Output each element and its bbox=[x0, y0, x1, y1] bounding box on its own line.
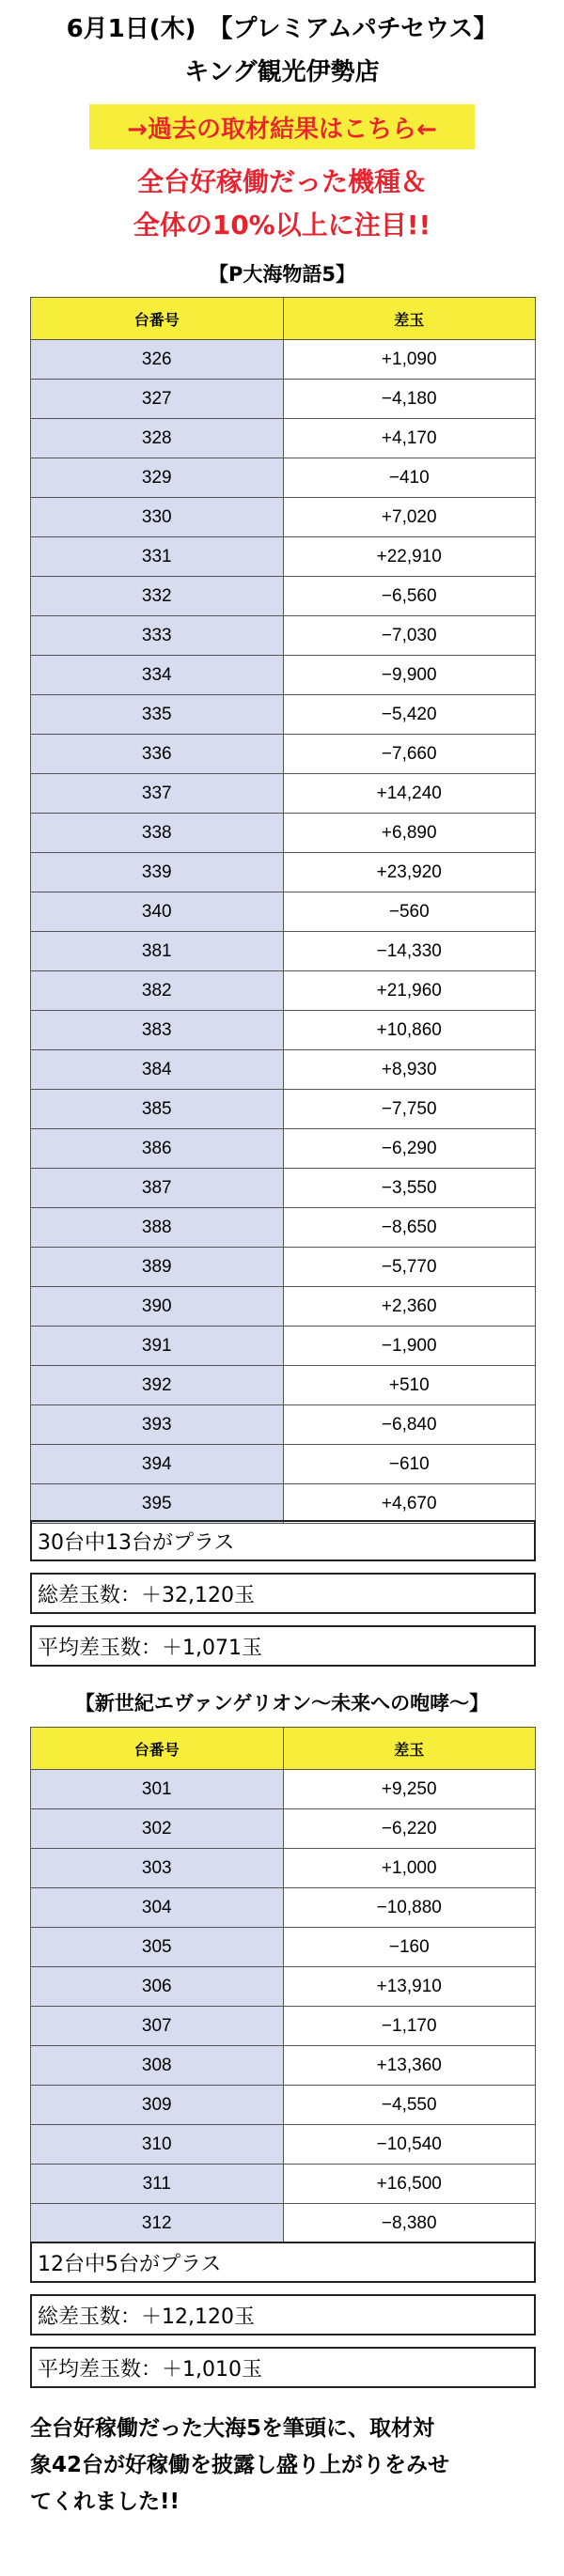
table-row bbox=[31, 419, 536, 458]
footer-line-3: てくれました!! bbox=[30, 2490, 180, 2514]
table-row bbox=[31, 1208, 536, 1248]
machine-number: 391 bbox=[31, 1327, 284, 1366]
ball-difference: −610 bbox=[283, 1445, 536, 1484]
table-row bbox=[31, 1248, 536, 1287]
headline-line-1: 全台好稼働だった機種＆ bbox=[136, 166, 427, 197]
ball-difference: +13,910 bbox=[283, 1967, 536, 2007]
section2-total-diff: 総差玉数：＋12,120玉 bbox=[30, 2294, 536, 2335]
machine-number: 332 bbox=[31, 577, 284, 616]
ball-difference: +6,890 bbox=[283, 814, 536, 853]
col-header-diff: 差玉 bbox=[283, 1728, 536, 1770]
table-row bbox=[31, 853, 536, 892]
table-row bbox=[31, 498, 536, 537]
machine-number: 311 bbox=[31, 2165, 284, 2204]
ball-difference: −5,770 bbox=[283, 1248, 536, 1287]
machine-number: 386 bbox=[31, 1129, 284, 1169]
machine-number: 305 bbox=[31, 1928, 284, 1967]
ball-difference: +510 bbox=[283, 1366, 536, 1405]
ball-difference: +13,360 bbox=[283, 2046, 536, 2086]
table-row bbox=[31, 932, 536, 971]
table-row bbox=[31, 892, 536, 932]
table-row bbox=[31, 1011, 536, 1050]
ball-difference: +22,910 bbox=[283, 537, 536, 577]
ball-difference: +10,860 bbox=[283, 1011, 536, 1050]
col-header-number: 台番号 bbox=[31, 298, 284, 340]
machine-number: 303 bbox=[31, 1849, 284, 1888]
headline-line-2: 全体の10%以上に注目!! bbox=[133, 209, 431, 241]
header-date-title: 6月1日(木) 【プレミアムパチセウス】 bbox=[66, 15, 498, 43]
table-row bbox=[31, 1484, 536, 1524]
table-header-row bbox=[31, 1728, 536, 1770]
section2-avg-diff: 平均差玉数：＋1,010玉 bbox=[30, 2347, 536, 2388]
table-row bbox=[31, 1928, 536, 1967]
store-name: キング観光伊勢店 bbox=[184, 58, 380, 86]
machine-number: 334 bbox=[31, 656, 284, 695]
ball-difference: −4,550 bbox=[283, 2086, 536, 2125]
table-row bbox=[31, 458, 536, 498]
table-row bbox=[31, 2007, 536, 2046]
machine-number: 308 bbox=[31, 2046, 284, 2086]
table-row bbox=[31, 1770, 536, 1809]
footer-comment bbox=[30, 2411, 538, 2521]
table-row bbox=[31, 577, 536, 616]
table-row bbox=[31, 1405, 536, 1445]
machine-number: 381 bbox=[31, 932, 284, 971]
ball-difference: −6,290 bbox=[283, 1129, 536, 1169]
machine-number: 390 bbox=[31, 1287, 284, 1327]
machine-number: 302 bbox=[31, 1809, 284, 1849]
machine-number: 384 bbox=[31, 1050, 284, 1090]
ball-difference: −6,840 bbox=[283, 1405, 536, 1445]
ball-difference: −560 bbox=[283, 892, 536, 932]
machine-number: 337 bbox=[31, 774, 284, 814]
ball-difference: −14,330 bbox=[283, 932, 536, 971]
col-header-number: 台番号 bbox=[31, 1728, 284, 1770]
table-row bbox=[31, 695, 536, 735]
machine-number: 326 bbox=[31, 340, 284, 380]
ball-difference: −5,420 bbox=[283, 695, 536, 735]
ball-difference: +2,360 bbox=[283, 1287, 536, 1327]
table-row bbox=[31, 1809, 536, 1849]
table-row bbox=[31, 380, 536, 419]
section2-title: 【新世紀エヴァンゲリオン〜未来への咆哮〜】 bbox=[74, 1692, 490, 1715]
machine-number: 393 bbox=[31, 1405, 284, 1445]
machine-number: 327 bbox=[31, 380, 284, 419]
section1-total-diff: 総差玉数：＋32,120玉 bbox=[30, 1573, 536, 1614]
machine-number: 310 bbox=[31, 2125, 284, 2165]
machine-number: 307 bbox=[31, 2007, 284, 2046]
footer-line-1: 全台好稼働だった大海5を筆頭に、取材対 bbox=[30, 2416, 435, 2441]
ball-difference: −410 bbox=[283, 458, 536, 498]
ball-difference: −10,880 bbox=[283, 1888, 536, 1928]
machine-number: 336 bbox=[31, 735, 284, 774]
ball-difference: −1,900 bbox=[283, 1327, 536, 1366]
table-row bbox=[31, 2086, 536, 2125]
table-row bbox=[31, 1129, 536, 1169]
table-row bbox=[31, 2204, 536, 2243]
machine-number: 339 bbox=[31, 853, 284, 892]
table-row bbox=[31, 1287, 536, 1327]
table-row bbox=[31, 1445, 536, 1484]
machine-number: 304 bbox=[31, 1888, 284, 1928]
table-row bbox=[31, 735, 536, 774]
table-header-row bbox=[31, 298, 536, 340]
machine-number: 385 bbox=[31, 1090, 284, 1129]
section2-table bbox=[30, 1727, 536, 2243]
ball-difference: −9,900 bbox=[283, 656, 536, 695]
ball-difference: −7,030 bbox=[283, 616, 536, 656]
table-row bbox=[31, 2046, 536, 2086]
ball-difference: −160 bbox=[283, 1928, 536, 1967]
machine-number: 389 bbox=[31, 1248, 284, 1287]
table-row bbox=[31, 814, 536, 853]
section2-plus-count: 12台中5台がプラス bbox=[30, 2242, 536, 2283]
ball-difference: −3,550 bbox=[283, 1169, 536, 1208]
ball-difference: +8,930 bbox=[283, 1050, 536, 1090]
col-header-diff: 差玉 bbox=[283, 298, 536, 340]
machine-number: 312 bbox=[31, 2204, 284, 2243]
section1-title: 【P大海物語5】 bbox=[208, 263, 355, 286]
machine-number: 331 bbox=[31, 537, 284, 577]
table-row bbox=[31, 1327, 536, 1366]
ball-difference: −7,750 bbox=[283, 1090, 536, 1129]
machine-number: 392 bbox=[31, 1366, 284, 1405]
ball-difference: +1,000 bbox=[283, 1849, 536, 1888]
ball-difference: +1,090 bbox=[283, 340, 536, 380]
table-row bbox=[31, 537, 536, 577]
ball-difference: +16,500 bbox=[283, 2165, 536, 2204]
ball-difference: −6,560 bbox=[283, 577, 536, 616]
table-row bbox=[31, 1967, 536, 2007]
footer-line-2: 象42台が好稼働を披露し盛り上がりをみせ bbox=[30, 2453, 450, 2477]
machine-number: 394 bbox=[31, 1445, 284, 1484]
table-row bbox=[31, 971, 536, 1011]
machine-number: 301 bbox=[31, 1770, 284, 1809]
ball-difference: −4,180 bbox=[283, 380, 536, 419]
table-row bbox=[31, 616, 536, 656]
machine-number: 328 bbox=[31, 419, 284, 458]
section1-plus-count: 30台中13台がプラス bbox=[30, 1520, 536, 1561]
machine-number: 388 bbox=[31, 1208, 284, 1248]
ball-difference: −7,660 bbox=[283, 735, 536, 774]
machine-number: 338 bbox=[31, 814, 284, 853]
ball-difference: +21,960 bbox=[283, 971, 536, 1011]
machine-number: 387 bbox=[31, 1169, 284, 1208]
table-row bbox=[31, 774, 536, 814]
section1-avg-diff: 平均差玉数：＋1,071玉 bbox=[30, 1625, 536, 1667]
ball-difference: +4,170 bbox=[283, 419, 536, 458]
table-row bbox=[31, 340, 536, 380]
machine-number: 309 bbox=[31, 2086, 284, 2125]
machine-number: 395 bbox=[31, 1484, 284, 1524]
table-row bbox=[31, 656, 536, 695]
machine-number: 333 bbox=[31, 616, 284, 656]
ball-difference: −8,380 bbox=[283, 2204, 536, 2243]
ball-difference: −10,540 bbox=[283, 2125, 536, 2165]
machine-number: 329 bbox=[31, 458, 284, 498]
table-row bbox=[31, 1090, 536, 1129]
table-row bbox=[31, 1888, 536, 1928]
ball-difference: +14,240 bbox=[283, 774, 536, 814]
ball-difference: +9,250 bbox=[283, 1770, 536, 1809]
table-row bbox=[31, 2125, 536, 2165]
ball-difference: −6,220 bbox=[283, 1809, 536, 1849]
ball-difference: +7,020 bbox=[283, 498, 536, 537]
table-row bbox=[31, 1849, 536, 1888]
ball-difference: −8,650 bbox=[283, 1208, 536, 1248]
table-row bbox=[31, 1366, 536, 1405]
machine-number: 306 bbox=[31, 1967, 284, 2007]
ball-difference: +4,670 bbox=[283, 1484, 536, 1524]
machine-number: 383 bbox=[31, 1011, 284, 1050]
table-row bbox=[31, 2165, 536, 2204]
machine-number: 330 bbox=[31, 498, 284, 537]
machine-number: 340 bbox=[31, 892, 284, 932]
table-row bbox=[31, 1050, 536, 1090]
machine-number: 335 bbox=[31, 695, 284, 735]
past-results-link[interactable]: →過去の取材結果はこちら← bbox=[89, 104, 475, 149]
ball-difference: +23,920 bbox=[283, 853, 536, 892]
section1-table bbox=[30, 297, 536, 1524]
table-row bbox=[31, 1169, 536, 1208]
machine-number: 382 bbox=[31, 971, 284, 1011]
ball-difference: −1,170 bbox=[283, 2007, 536, 2046]
